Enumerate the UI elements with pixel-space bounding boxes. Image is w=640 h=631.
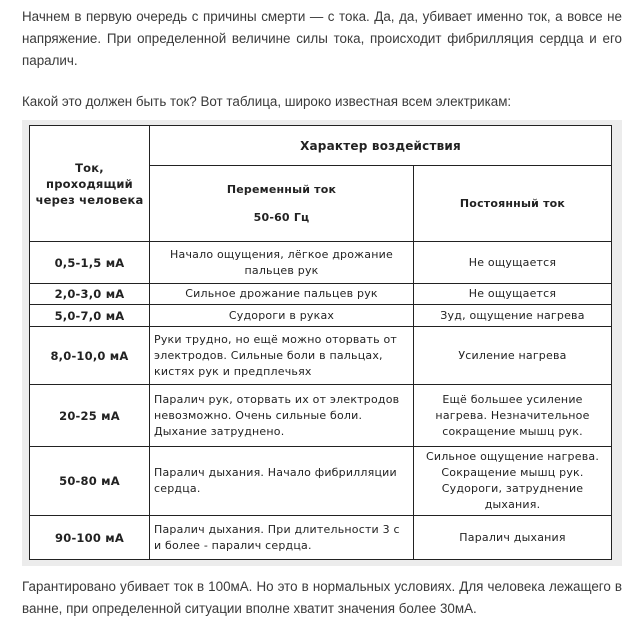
table-row xyxy=(30,447,612,516)
ac-cell: Сильное дрожание пальцев рук xyxy=(150,284,414,305)
ac-cell: Судороги в руках xyxy=(150,305,414,327)
table-row xyxy=(30,284,612,305)
ac-header-line1: Переменный ток xyxy=(226,182,337,196)
ac-cell: Паралич дыхания. Начало фибрилляции сердца. xyxy=(150,447,414,516)
col1-header: Ток, проходящий через человека xyxy=(30,126,150,242)
table-row xyxy=(30,385,612,447)
ac-header xyxy=(150,166,414,242)
intro-paragraph: Начнем в первую очередь с причины смерти — с тока. Да, да, убивает именно ток, а вовсе не напряжение. При определенной величине силы тока, происходит фибрилляция сердца и его паралич. xyxy=(22,9,622,68)
dc-cell: Усиление нагрева xyxy=(414,327,612,385)
current-cell: 20-25 мА xyxy=(30,385,150,447)
ac-cell: Руки трудно, но ещё можно оторвать от электродов. Сильные боли в пальцах, кистях рук и предплечьях xyxy=(150,327,414,385)
current-cell: 90-100 мА xyxy=(30,516,150,560)
ac-header-line2: 50-60 Гц xyxy=(253,210,310,224)
current-cell: 50-80 мА xyxy=(30,447,150,516)
current-cell: 5,0-7,0 мА xyxy=(30,305,150,327)
dc-cell: Ещё большее усиление нагрева. Незначительное сокращение мышц рук. xyxy=(414,385,612,447)
current-cell: 2,0-3,0 мА xyxy=(30,284,150,305)
table-row xyxy=(30,516,612,560)
dc-cell: Паралич дыхания xyxy=(414,516,612,560)
ac-cell: Паралич рук, оторвать их от электродов невозможно. Очень сильные боли. Дыхание затруднено. xyxy=(150,385,414,447)
current-cell: 8,0-10,0 мА xyxy=(30,327,150,385)
electric-current-effects-table xyxy=(29,125,612,560)
dc-cell: Не ощущается xyxy=(414,242,612,284)
ac-cell: Начало ощущения, лёгкое дрожание пальцев рук xyxy=(150,242,414,284)
conclusion-paragraph: Гарантировано убивает ток в 100мА. Но это в нормальных условиях. Для человека лежащего в ванне, при определенной ситуации вполне хватит значения более 30мА. xyxy=(22,579,622,616)
ac-cell: Паралич дыхания. При длительности 3 с и более - паралич сердца. xyxy=(150,516,414,560)
table-row xyxy=(30,327,612,385)
current-cell: 0,5-1,5 мА xyxy=(30,242,150,284)
table-row xyxy=(30,305,612,327)
question-paragraph: Какой это должен быть ток? Вот таблица, широко известная всем электрикам: xyxy=(22,94,512,109)
dc-cell: Сильное ощущение нагрева. Сокращение мышц рук. Судороги, затруднение дыхания. xyxy=(414,447,612,516)
dc-header: Постоянный ток xyxy=(414,166,612,242)
dc-cell: Не ощущается xyxy=(414,284,612,305)
group-header: Характер воздействия xyxy=(150,126,612,166)
dc-cell: Зуд, ощущение нагрева xyxy=(414,305,612,327)
table-row xyxy=(30,242,612,284)
table-image xyxy=(22,120,622,566)
